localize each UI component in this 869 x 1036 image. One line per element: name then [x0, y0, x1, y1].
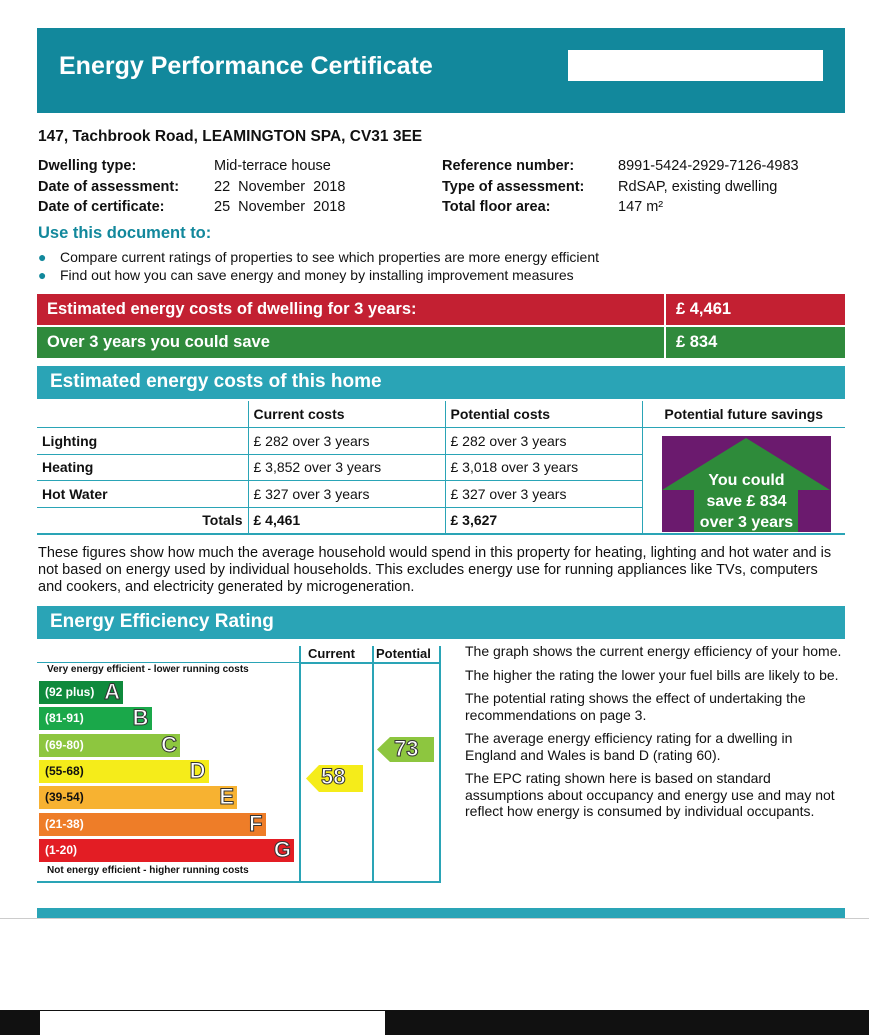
- top-caption: Very energy efficient - lower running costs: [47, 664, 249, 675]
- band-letter: C: [161, 731, 177, 757]
- savings-label: Over 3 years you could save: [37, 327, 664, 358]
- costs-note: These figures show how much the average household would spend in this property for heating, lighting and hot water and is not based on energy used by individual households. This excludes energy use for running appliances like TVs, computers and cookers, and electricity generated by microgeneration.: [38, 545, 832, 595]
- savings-line-2: save £ 834: [706, 493, 787, 510]
- rating-explanation: [465, 643, 845, 827]
- row-current: £ 3,852 over 3 years: [248, 454, 445, 481]
- rating-band: [39, 810, 266, 836]
- chart-bottom-line: [37, 881, 441, 883]
- use-document-bullet: [38, 267, 46, 285]
- band-letter: E: [219, 784, 234, 810]
- rating-paragraph: The potential rating shows the effect of undertaking the recommendations on page 3.: [465, 690, 806, 723]
- totals-label: Totals: [202, 512, 243, 528]
- rating-band: [39, 681, 123, 704]
- estimated-costs-value: £ 4,461: [666, 294, 845, 325]
- bullet-icon: ●: [38, 249, 47, 265]
- property-address: 147, Tachbrook Road, LEAMINGTON SPA, CV31 3EE: [38, 128, 423, 145]
- use-document-bullet-text: Find out how you can save energy and money by installing improvement measures: [60, 267, 574, 283]
- potential-column-header: Potential: [376, 646, 431, 661]
- certificate-date-value: 25 November 2018: [214, 199, 346, 215]
- band-range: (39-54): [45, 790, 84, 805]
- row-potential: £ 327 over 3 years: [445, 481, 642, 508]
- totals-current: £ 4,461: [248, 507, 445, 534]
- estimated-costs-label: Estimated energy costs of dwelling for 3 years:: [37, 294, 664, 325]
- row-label: Lighting: [42, 432, 98, 449]
- assessment-type-value: RdSAP, existing dwelling: [618, 179, 778, 195]
- row-current: £ 327 over 3 years: [248, 481, 445, 508]
- rating-band: [39, 731, 180, 757]
- band-letter: D: [189, 757, 206, 783]
- savings-graphic: [662, 436, 831, 532]
- next-section-bar: [37, 908, 845, 918]
- rating-band: [39, 757, 209, 783]
- dwelling-type-label: Dwelling type:: [38, 158, 137, 174]
- assessment-date-label: Date of assessment:: [38, 179, 180, 195]
- floor-area-value: 147 m²: [618, 199, 664, 215]
- row-label: Heating: [42, 459, 94, 476]
- savings-value: £ 834: [666, 327, 845, 358]
- future-savings-header: Potential future savings: [642, 401, 845, 428]
- current-column-header: Current: [308, 646, 355, 661]
- assessment-type-label: Type of assessment:: [442, 179, 585, 195]
- row-current: £ 282 over 3 years: [248, 428, 445, 455]
- current-rating-value: 58: [321, 764, 346, 789]
- band-letter: B: [132, 705, 149, 731]
- rating-paragraph: The higher the rating the lower your fuel bills are likely to be.: [465, 666, 839, 683]
- rating-band: [39, 707, 152, 730]
- band-range: (21-38): [45, 816, 84, 831]
- floor-area-label: Total floor area:: [442, 199, 551, 215]
- potential-costs-header: Potential costs: [445, 401, 642, 428]
- band-range: (1-20): [45, 842, 78, 857]
- row-potential: £ 3,018 over 3 years: [445, 454, 642, 481]
- use-document-heading: Use this document to:: [38, 224, 212, 242]
- rating-paragraph: The average energy efficiency rating for a dwelling in England and Wales is band D (rating 60).: [465, 730, 793, 763]
- costs-header-blank: [37, 401, 248, 428]
- savings-line-1: You could: [708, 472, 785, 489]
- reference-number-label: Reference number:: [442, 158, 575, 174]
- column-header-line: [299, 662, 441, 664]
- rating-section-title: Energy Efficiency Rating: [37, 606, 845, 639]
- dwelling-type-value: Mid-terrace house: [214, 158, 331, 174]
- bottom-light-segment: [40, 1011, 385, 1035]
- page-title: Energy Performance Certificate: [59, 52, 433, 80]
- certificate-date-label: Date of certificate:: [38, 199, 165, 215]
- band-range: (55-68): [45, 763, 84, 778]
- current-costs-header: Current costs: [248, 401, 445, 428]
- certificate-header: [37, 28, 845, 113]
- band-letter: F: [249, 810, 263, 836]
- rating-paragraph: The EPC rating shown here is based on standard assumptions about occupancy and energy use and may not reflect how energy is consumed by individual occupants.: [465, 770, 835, 819]
- use-document-bullet-text: Compare current ratings of properties to see which properties are more energy efficient: [60, 249, 600, 265]
- band-letter: G: [273, 836, 291, 862]
- current-rating-arrow: [306, 765, 363, 792]
- band-letter: A: [104, 679, 120, 704]
- bullet-icon: ●: [38, 267, 47, 283]
- rating-paragraph: The graph shows the current energy efficiency of your home.: [465, 643, 842, 659]
- rating-band: [39, 836, 294, 862]
- band-range: (69-80): [45, 737, 84, 752]
- header-blank-box: [568, 50, 823, 81]
- savings-graphic-text: [662, 470, 831, 533]
- totals-potential: £ 3,627: [445, 507, 642, 534]
- costs-section-title: Estimated energy costs of this home: [37, 366, 845, 399]
- band-range: (92 plus): [45, 685, 95, 699]
- row-label: Hot Water: [42, 485, 108, 502]
- bottom-caption: Not energy efficient - higher running costs: [47, 865, 249, 876]
- use-document-bullet: [38, 249, 46, 267]
- potential-column-edge: [439, 646, 441, 881]
- potential-rating-value: 73: [394, 736, 419, 761]
- potential-rating-arrow: [377, 737, 434, 762]
- rating-band: [39, 786, 237, 809]
- assessment-date-value: 22 November 2018: [214, 179, 346, 195]
- band-range: (81-91): [45, 711, 84, 726]
- row-potential: £ 282 over 3 years: [445, 428, 642, 455]
- savings-line-3: over 3 years: [699, 514, 794, 531]
- reference-number-value: 8991-5424-2929-7126-4983: [618, 158, 799, 174]
